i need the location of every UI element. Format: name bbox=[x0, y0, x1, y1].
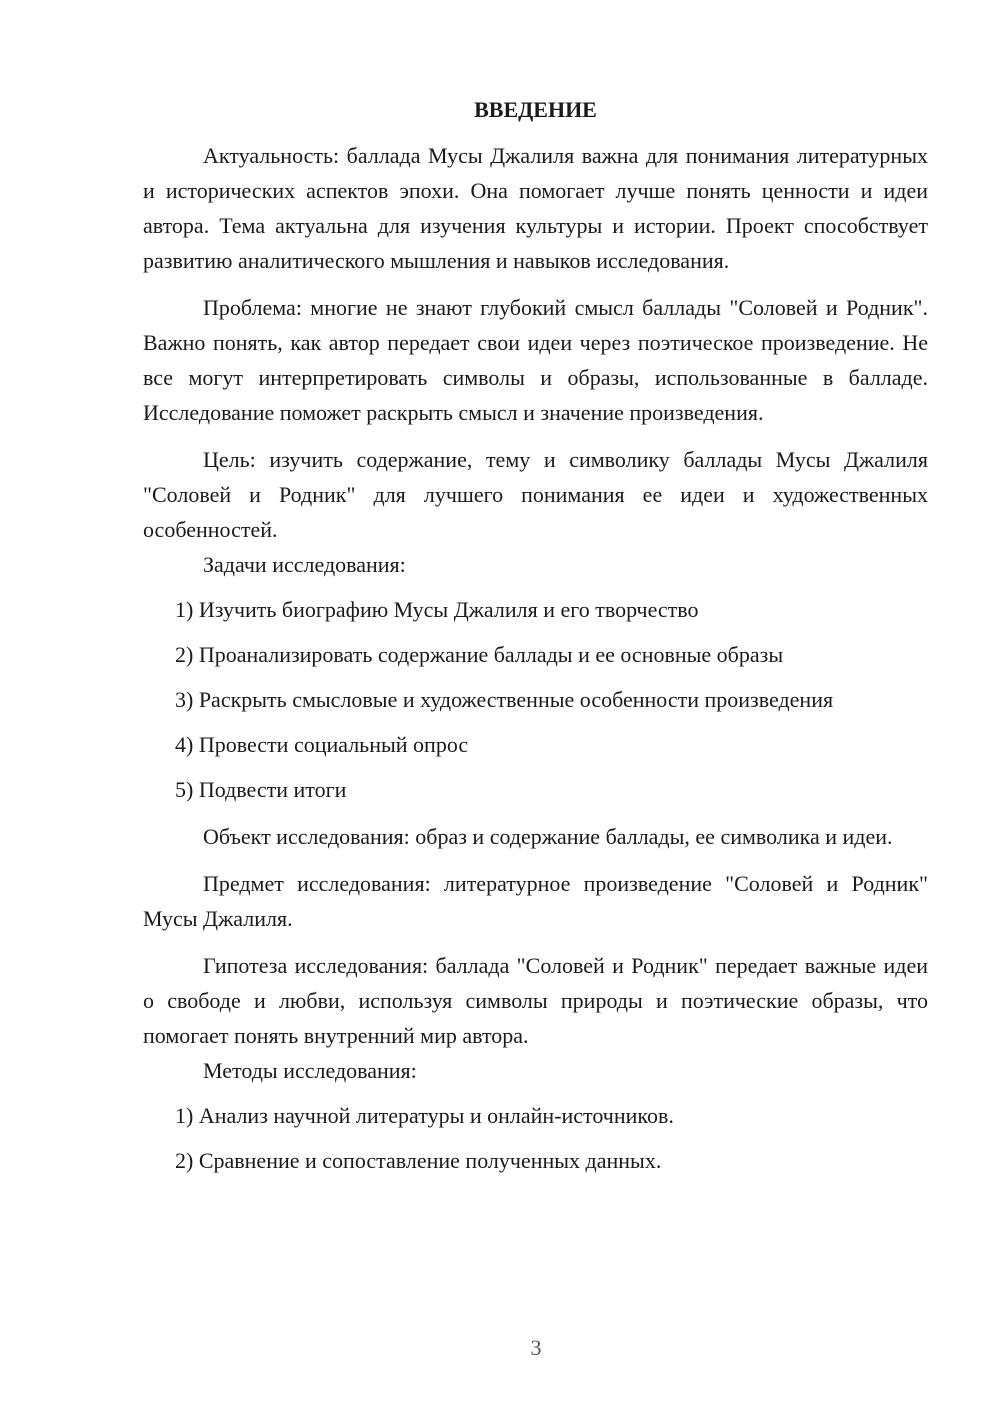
task-item: 1) Изучить биографию Мусы Джалиля и его творчество bbox=[175, 597, 699, 622]
methods-label: Методы исследования: bbox=[203, 1058, 417, 1083]
page-number: 3 bbox=[530, 1335, 542, 1360]
task-item: 5) Подвести итоги bbox=[175, 777, 347, 802]
goal-paragraph: Цель: изучить содержание, тему и символику баллады Мусы Джалиля "Соловей и Родник" для лучшего понимания ее идеи и художественных особенностей. bbox=[143, 447, 928, 542]
task-item: 3) Раскрыть смысловые и художественные особенности произведения bbox=[175, 687, 834, 712]
object-paragraph: Объект исследования: образ и содержание баллады, ее символика и идеи. bbox=[203, 824, 893, 849]
relevance-paragraph: Актуальность: баллада Мусы Джалиля важна для понимания литературных и исторических аспектов эпохи. Она помогает лучше понять ценности и идеи автора. Тема актуальна для изучения культуры и истории. Проект способствует развитию аналитического мышления и навыков исследования. bbox=[143, 143, 928, 273]
section-heading: ВВЕДЕНИЕ bbox=[474, 97, 597, 122]
method-item: 1) Анализ научной литературы и онлайн-источников. bbox=[175, 1103, 674, 1128]
tasks-list bbox=[143, 592, 928, 807]
subject-paragraph: Предмет исследования: литературное произведение "Соловей и Родник" Мусы Джалиля. bbox=[143, 871, 928, 931]
method-item: 2) Сравнение и сопоставление полученных данных. bbox=[175, 1148, 662, 1173]
task-item: 2) Проанализировать содержание баллады и ее основные образы bbox=[175, 642, 784, 667]
problem-paragraph: Проблема: многие не знают глубокий смысл баллады "Соловей и Родник". Важно понять, как автор передает свои идеи через поэтическое произведение. Не все могут интерпретировать символы и образы, использованные в балладе. Исследование поможет раскрыть смысл и значение произведения. bbox=[143, 295, 928, 425]
hypothesis-paragraph: Гипотеза исследования: баллада "Соловей и Родник" передает важные идеи о свободе и любви, используя символы природы и поэтические образы, что помогает понять внутренний мир автора. bbox=[143, 953, 928, 1048]
tasks-label: Задачи исследования: bbox=[203, 552, 406, 577]
task-item: 4) Провести социальный опрос bbox=[175, 732, 469, 757]
methods-list bbox=[143, 1098, 928, 1178]
page-content bbox=[143, 92, 928, 1178]
